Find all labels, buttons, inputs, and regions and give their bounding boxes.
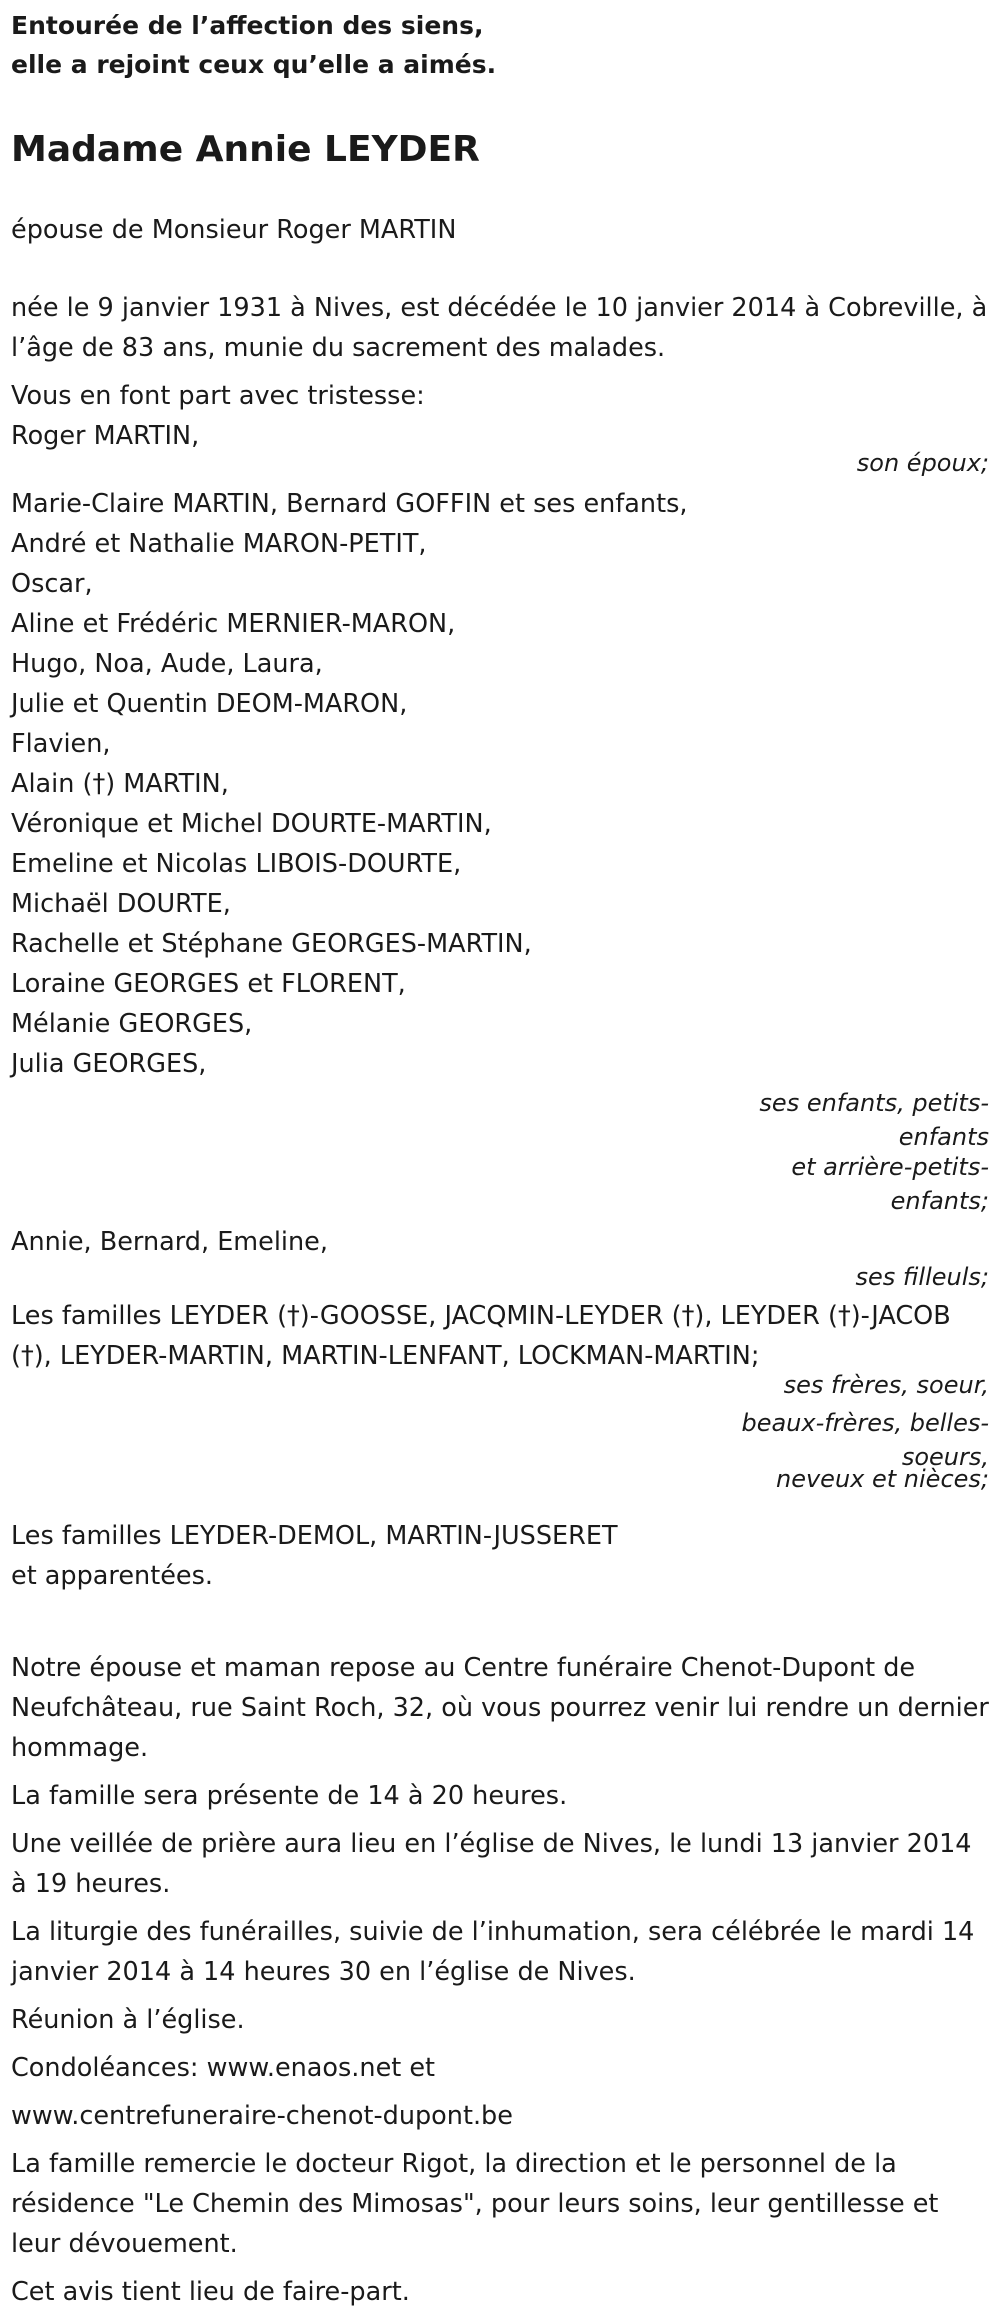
closing-text: Cet avis tient lieu de faire-part. <box>11 2277 410 2307</box>
announce-intro: Vous en font part avec tristesse: <box>11 381 425 411</box>
list-item: Oscar, <box>11 569 93 599</box>
meeting-info: Réunion à l’église. <box>11 2005 245 2035</box>
children-role <box>11 1084 989 1220</box>
list-item: Loraine GEORGES et FLORENT, <box>11 969 406 999</box>
role-line: soeurs, <box>901 1443 989 1471</box>
list-item: Véronique et Michel DOURTE-MARTIN, <box>11 809 492 839</box>
role-line: ses enfants, petits- <box>759 1089 989 1117</box>
spouse-name: Roger MARTIN, <box>11 421 200 451</box>
list-item: Aline et Frédéric MERNIER-MARON, <box>11 609 456 639</box>
condolences-label: Condoléances: www.enaos.net et <box>11 2053 436 2083</box>
list-item: Michaël DOURTE, <box>11 889 231 919</box>
godchildren: Annie, Bernard, Emeline, <box>11 1227 328 1257</box>
rest-info: Notre épouse et maman repose au Centre funéraire Chenot-Dupont de Neufchâteau, rue Saint Roch, 32, où vous pourrez venir lui rendre un dernier hommage. <box>11 1653 989 1763</box>
role-line: enfants <box>898 1123 989 1151</box>
families-line-2: (†), LEYDER-MARTIN, MARTIN-LENFANT, LOCKMAN-MARTIN; <box>11 1341 760 1371</box>
birth-death-text: née le 9 janvier 1931 à Nives, est décédée le 10 janvier 2014 à Cobreville, à l’âge de 83 ans, munie du sacrement des malades. <box>11 293 988 363</box>
other-families-line-1: Les familles LEYDER-DEMOL, MARTIN-JUSSERET <box>11 1521 618 1551</box>
role-line: enfants; <box>890 1187 989 1215</box>
presence-info: La famille sera présente de 14 à 20 heures. <box>11 1781 568 1811</box>
families-line-1: Les familles LEYDER (†)-GOOSSE, JACQMIN-LEYDER (†), LEYDER (†)-JACOB <box>11 1301 951 1331</box>
list-item: Mélanie GEORGES, <box>11 1009 253 1039</box>
godchildren-role: ses filleuls; <box>855 1263 989 1291</box>
list-item: Rachelle et Stéphane GEORGES-MARTIN, <box>11 929 532 959</box>
list-item: Julia GEORGES, <box>11 1049 207 1079</box>
thanks-text: La famille remercie le docteur Rigot, la direction et le personnel de la résidence "Le Chemin des Mimosas", pour leurs soins, leur gentillesse et leur dévouement. <box>11 2149 939 2259</box>
obituary-notice <box>11 6 989 2312</box>
deceased-name: Madame Annie LEYDER <box>11 129 480 170</box>
condolences-url: www.centrefuneraire-chenot-dupont.be <box>11 2101 513 2131</box>
role-line: neveux et nièces; <box>776 1465 989 1493</box>
role-line: beaux-frères, belles- <box>741 1409 989 1437</box>
families-role <box>11 1366 989 1494</box>
list-item: Flavien, <box>11 729 111 759</box>
list-item: André et Nathalie MARON-PETIT, <box>11 529 427 559</box>
list-item: Emeline et Nicolas LIBOIS-DOURTE, <box>11 849 462 879</box>
role-line: et arrière-petits- <box>791 1153 989 1181</box>
vigil-info: Une veillée de prière aura lieu en l’église de Nives, le lundi 13 janvier 2014 à 19 heures. <box>11 1829 972 1899</box>
intro-line-1: Entourée de l’affection des siens, <box>11 11 484 40</box>
list-item: Julie et Quentin DEOM-MARON, <box>11 689 408 719</box>
funeral-info: La liturgie des funérailles, suivie de l’inhumation, sera célébrée le mardi 14 janvier 2014 à 14 heures 30 en l’église de Nives. <box>11 1917 975 1987</box>
intro-line-2: elle a rejoint ceux qu’elle a aimés. <box>11 50 497 79</box>
other-families-line-2: et apparentées. <box>11 1561 213 1591</box>
list-item: Hugo, Noa, Aude, Laura, <box>11 649 323 679</box>
children-list <box>11 484 989 1084</box>
role-line: ses frères, soeur, <box>783 1371 989 1399</box>
spouse-role: son époux; <box>856 449 989 477</box>
list-item: Marie-Claire MARTIN, Bernard GOFFIN et ses enfants, <box>11 489 688 519</box>
list-item: Alain (†) MARTIN, <box>11 769 229 799</box>
spouse-line: épouse de Monsieur Roger MARTIN <box>11 215 457 245</box>
